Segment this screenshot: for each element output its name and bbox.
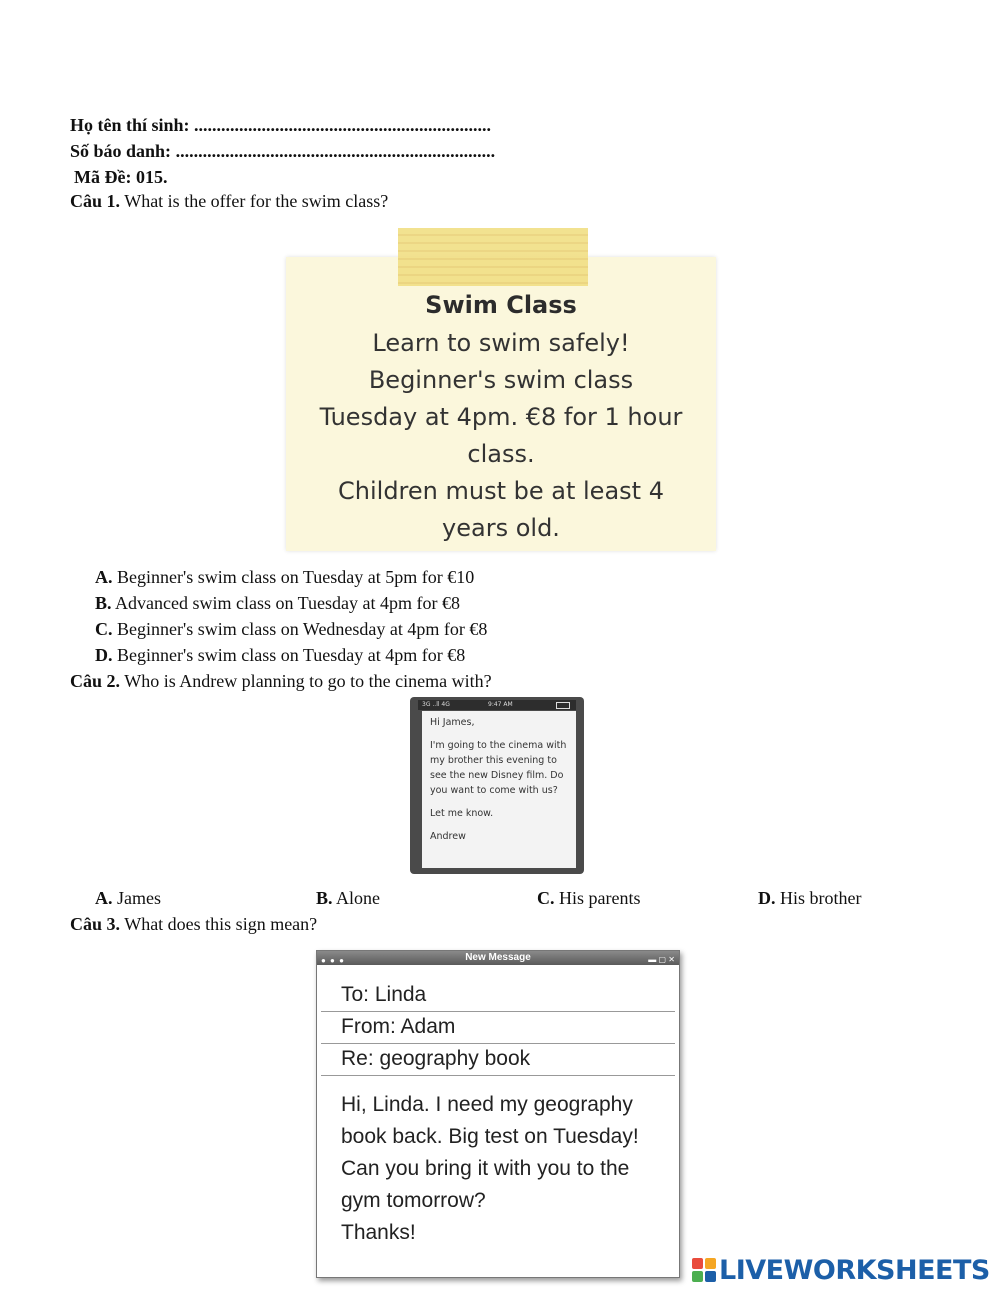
message-line: Can you bring it with you to the [341,1157,630,1180]
subject-field: Re: geography book [321,1043,675,1076]
message-line: gym tomorrow? [341,1189,486,1212]
option-text: His parents [559,888,641,908]
option-letter: B. [316,888,333,908]
q2-option-c[interactable] [537,887,640,909]
sign-line: Beginner's swim class [368,366,634,394]
message-body [341,1089,665,1249]
exam-code: Mã Đề: 015. [74,167,168,187]
phone-screen [422,711,576,868]
option-letter: C. [95,619,113,639]
q2-option-d[interactable] [758,887,861,909]
message-body: I'm going to the cinema with my brother this evening to see the new Disney film. Do you want to come with us? [430,740,567,796]
id-line [70,140,495,162]
option-text: James [117,888,161,908]
message-signature: Andrew [430,831,466,842]
sign-line: class. [467,440,535,468]
clock-text: 9:47 AM [488,701,513,708]
question-2-text: Who is Andrew planning to go to the cinema with? [124,671,492,691]
name-line [70,114,491,136]
from-field: From: Adam [321,1011,675,1044]
logo-text: LIVEWORKSHEETS [719,1254,990,1286]
question-1-text: What is the offer for the swim class? [124,191,389,211]
id-label: Số báo danh: [70,141,172,161]
tape-decoration [398,228,588,286]
sign-line: Learn to swim safely! [372,329,630,357]
sign-line: years old. [442,514,560,542]
question-1-label: Câu 1. [70,191,121,211]
message-greeting: Hi James, [430,717,475,728]
option-letter: A. [95,567,113,587]
option-text: Alone [336,888,381,908]
option-text: His brother [780,888,862,908]
option-letter: A. [95,888,113,908]
option-text: Beginner's swim class on Tuesday at 5pm for €10 [117,567,475,587]
option-text: Beginner's swim class on Tuesday at 4pm for €8 [117,645,466,665]
option-letter: D. [758,888,776,908]
option-letter: D. [95,645,113,665]
question-1 [70,190,388,212]
question-2 [70,670,492,692]
window-controls-icon: ▬ ▢ ✕ [648,955,675,964]
sign-line: Tuesday at 4pm. €8 for 1 hour [319,403,683,431]
window-dots-icon: ● ● ● [321,956,345,965]
sign-title: Swim Class [425,291,577,319]
q1-option-a[interactable] [95,566,474,588]
option-text: Beginner's swim class on Wednesday at 4pm for €8 [117,619,488,639]
q1-option-c[interactable] [95,618,487,640]
q2-option-b[interactable] [316,887,380,909]
liveworksheets-logo [692,1255,990,1285]
message-line: book back. Big test on Tuesday! [341,1125,639,1148]
swim-class-sign [286,257,716,551]
sign-line: Children must be at least 4 [338,477,664,505]
q2-option-a[interactable] [95,887,161,909]
option-letter: B. [95,593,112,613]
signal-text: 3G ..ll 4G [422,701,450,708]
phone-message [410,697,584,874]
new-message-window [316,950,680,1278]
sign-body [296,325,706,547]
name-label: Họ tên thí sinh: [70,115,190,135]
to-field: To: Linda [321,979,675,1012]
q1-option-d[interactable] [95,644,465,666]
question-3-text: What does this sign mean? [124,914,318,934]
option-text: Advanced swim class on Tuesday at 4pm for €8 [115,593,460,613]
question-3 [70,913,317,935]
message-closing: Let me know. [430,808,494,819]
q1-option-b[interactable] [95,592,460,614]
logo-mark-icon [692,1258,716,1282]
question-2-label: Câu 2. [70,671,121,691]
window-titlebar [317,951,679,965]
message-line: Thanks! [341,1221,416,1244]
option-letter: C. [537,888,555,908]
name-dots[interactable]: .................................................................. [194,115,492,135]
battery-icon [556,702,570,709]
question-3-label: Câu 3. [70,914,121,934]
id-dots[interactable]: ....................................................................... [175,141,496,161]
phone-status-bar [418,700,576,710]
message-line: Hi, Linda. I need my geography [341,1093,633,1116]
window-title: New Message [465,952,531,963]
